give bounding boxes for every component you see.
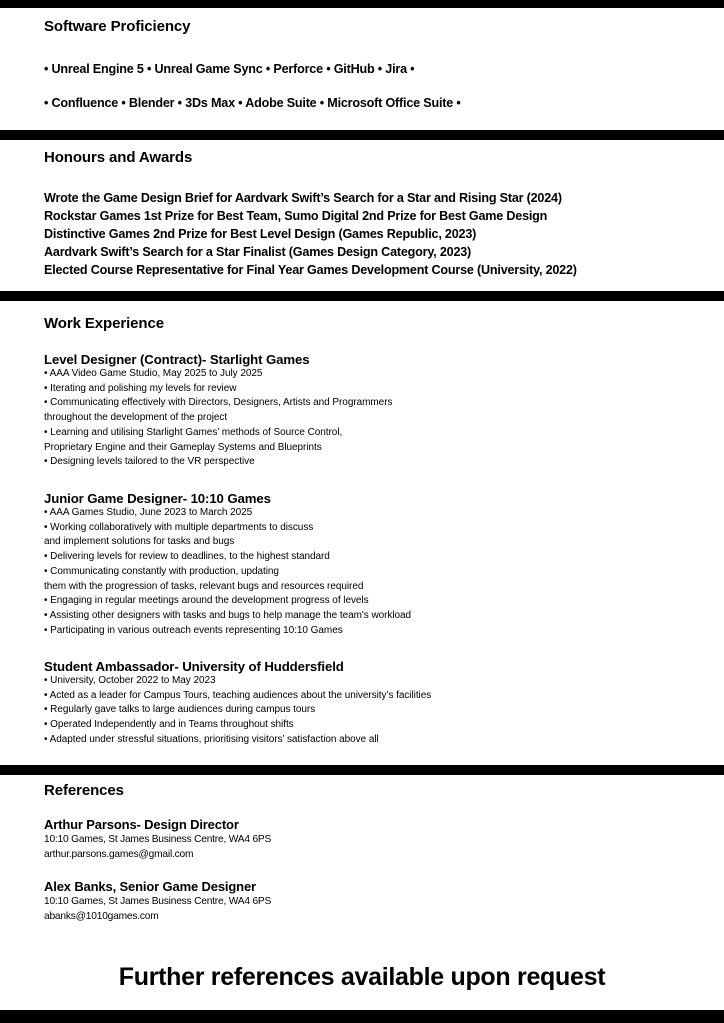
software-heading: Software Proficiency — [44, 18, 191, 35]
honours-heading: Honours and Awards — [44, 149, 193, 166]
award-item: Distinctive Games 2nd Prize for Best Level Design (Games Republic, 2023) — [44, 227, 477, 241]
job-line: • Operated Independently and in Teams throughout shifts — [44, 719, 294, 731]
job-entry — [44, 352, 392, 470]
job-entry — [44, 491, 411, 638]
software-line: • Confluence • Blender • 3Ds Max • Adobe Suite • Microsoft Office Suite • — [44, 96, 461, 110]
job-line: throughout the development of the project — [44, 412, 228, 424]
job-line: them with the progression of tasks, relevant bugs and resources required — [44, 580, 364, 592]
award-item: Rockstar Games 1st Prize for Best Team, Sumo Digital 2nd Prize for Best Game Design — [44, 209, 548, 223]
section-divider — [0, 130, 724, 140]
job-line: • Communicating constantly with production, updating — [44, 565, 279, 577]
reference-entry — [44, 817, 271, 862]
section-divider-top — [0, 0, 724, 8]
job-line: • Iterating and polishing my levels for review — [44, 382, 237, 394]
job-line: • Delivering levels for review to deadlines, to the highest standard — [44, 551, 330, 563]
job-entry — [44, 659, 431, 748]
reference-name: Arthur Parsons- Design Director — [44, 817, 239, 832]
reference-name: Alex Banks, Senior Game Designer — [44, 879, 256, 894]
job-title: Level Designer (Contract)- Starlight Games — [44, 352, 310, 367]
job-line: and implement solutions for tasks and bugs — [44, 536, 235, 548]
reference-email[interactable]: abanks@1010games.com — [44, 911, 159, 922]
job-title: Student Ambassador- University of Huddersfield — [44, 659, 344, 674]
software-line: • Unreal Engine 5 • Unreal Game Sync • Perforce • GitHub • Jira • — [44, 62, 415, 76]
job-line: • AAA Games Studio, June 2023 to March 2025 — [44, 507, 253, 518]
job-line: • Working collaboratively with multiple departments to discuss — [44, 521, 314, 533]
job-line: • Adapted under stressful situations, prioritising visitors’ satisfaction above all — [44, 733, 379, 745]
award-item: Aardvark Swift’s Search for a Star Finalist (Games Design Category, 2023) — [44, 245, 472, 259]
section-divider — [0, 291, 724, 301]
job-line: • Acted as a leader for Campus Tours, teaching audiences about the university’s facilities — [44, 689, 432, 701]
section-divider — [0, 765, 724, 775]
reference-address: 10:10 Games, St James Business Centre, WA4 6PS — [44, 834, 272, 845]
work-heading: Work Experience — [44, 315, 164, 332]
reference-entry — [44, 879, 271, 924]
job-line: • University, October 2022 to May 2023 — [44, 675, 216, 686]
references-heading: References — [44, 782, 124, 799]
section-divider-bottom — [0, 1010, 724, 1023]
reference-address: 10:10 Games, St James Business Centre, WA4 6PS — [44, 896, 272, 907]
award-item: Wrote the Game Design Brief for Aardvark Swift’s Search for a Star and Rising Star (2024) — [44, 191, 562, 205]
job-line: • AAA Video Game Studio, May 2025 to July 2025 — [44, 368, 263, 379]
job-line: Proprietary Engine and their Gameplay Systems and Blueprints — [44, 441, 322, 453]
job-line: • Regularly gave talks to large audiences during campus tours — [44, 704, 316, 716]
job-line: • Engaging in regular meetings around the development progress of levels — [44, 595, 369, 607]
honours-list — [44, 189, 577, 279]
job-line: • Communicating effectively with Directors, Designers, Artists and Programmers — [44, 397, 393, 409]
job-title: Junior Game Designer- 10:10 Games — [44, 491, 271, 506]
job-line: • Designing levels tailored to the VR perspective — [44, 456, 255, 468]
further-references-note: Further references available upon request — [118, 963, 606, 991]
job-line: • Learning and utilising Starlight Games’ methods of Source Control, — [44, 426, 343, 438]
job-line: • Assisting other designers with tasks and bugs to help manage the team's workload — [44, 609, 412, 621]
award-item: Elected Course Representative for Final Year Games Development Course (University, 2022) — [44, 263, 577, 277]
reference-email[interactable]: arthur.parsons.games@gmail.com — [44, 849, 194, 860]
job-line: • Participating in various outreach events representing 10:10 Games — [44, 624, 343, 636]
